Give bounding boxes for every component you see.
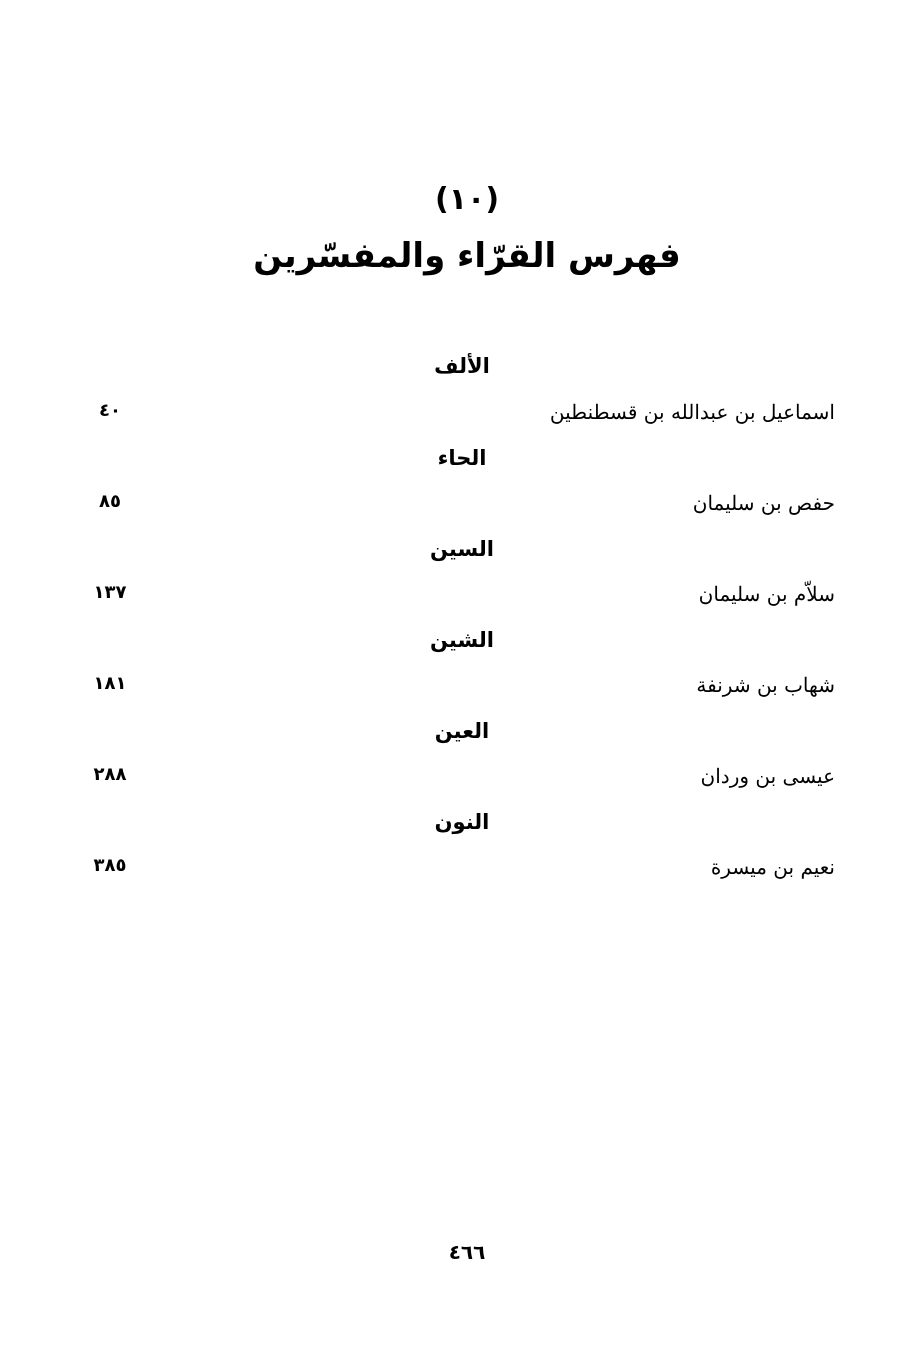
entry-page-number: ٨٥ [99,491,121,512]
index-entry [90,582,835,616]
entry-page-number: ١٣٧ [93,582,127,603]
index-entry [90,673,835,707]
section-heading-sheen: الشين [430,628,494,652]
section-heading-seen: السين [430,537,494,561]
entry-page-number: ٤٠ [99,400,121,421]
index-entry [90,855,835,889]
page-number: ٤٦٦ [448,1240,486,1264]
entry-name: عيسى بن وردان [700,764,835,788]
index-entry [90,491,835,525]
entry-page-number: ١٨١ [93,673,127,694]
index-entry [90,400,835,434]
chapter-number: (١٠) [434,182,500,217]
entry-page-number: ٣٨٥ [93,855,127,876]
section-heading-ain: العين [434,719,490,743]
entry-name: سلاّم بن سليمان [698,582,835,606]
entry-name: حفص بن سليمان [692,491,835,515]
entry-name: اسماعيل بن عبدالله بن قسطنطين [549,400,835,424]
section-heading-noon: النون [434,810,490,834]
page-title: فهرس القرّاء والمفسّرين [253,236,681,276]
index-entry [90,764,835,798]
section-heading-alif: الألف [434,354,490,378]
entry-page-number: ٢٨٨ [93,764,127,785]
entry-name: شهاب بن شرنفة [696,673,835,697]
entry-name: نعيم بن ميسرة [710,855,835,879]
section-heading-haa: الحاء [437,446,487,470]
